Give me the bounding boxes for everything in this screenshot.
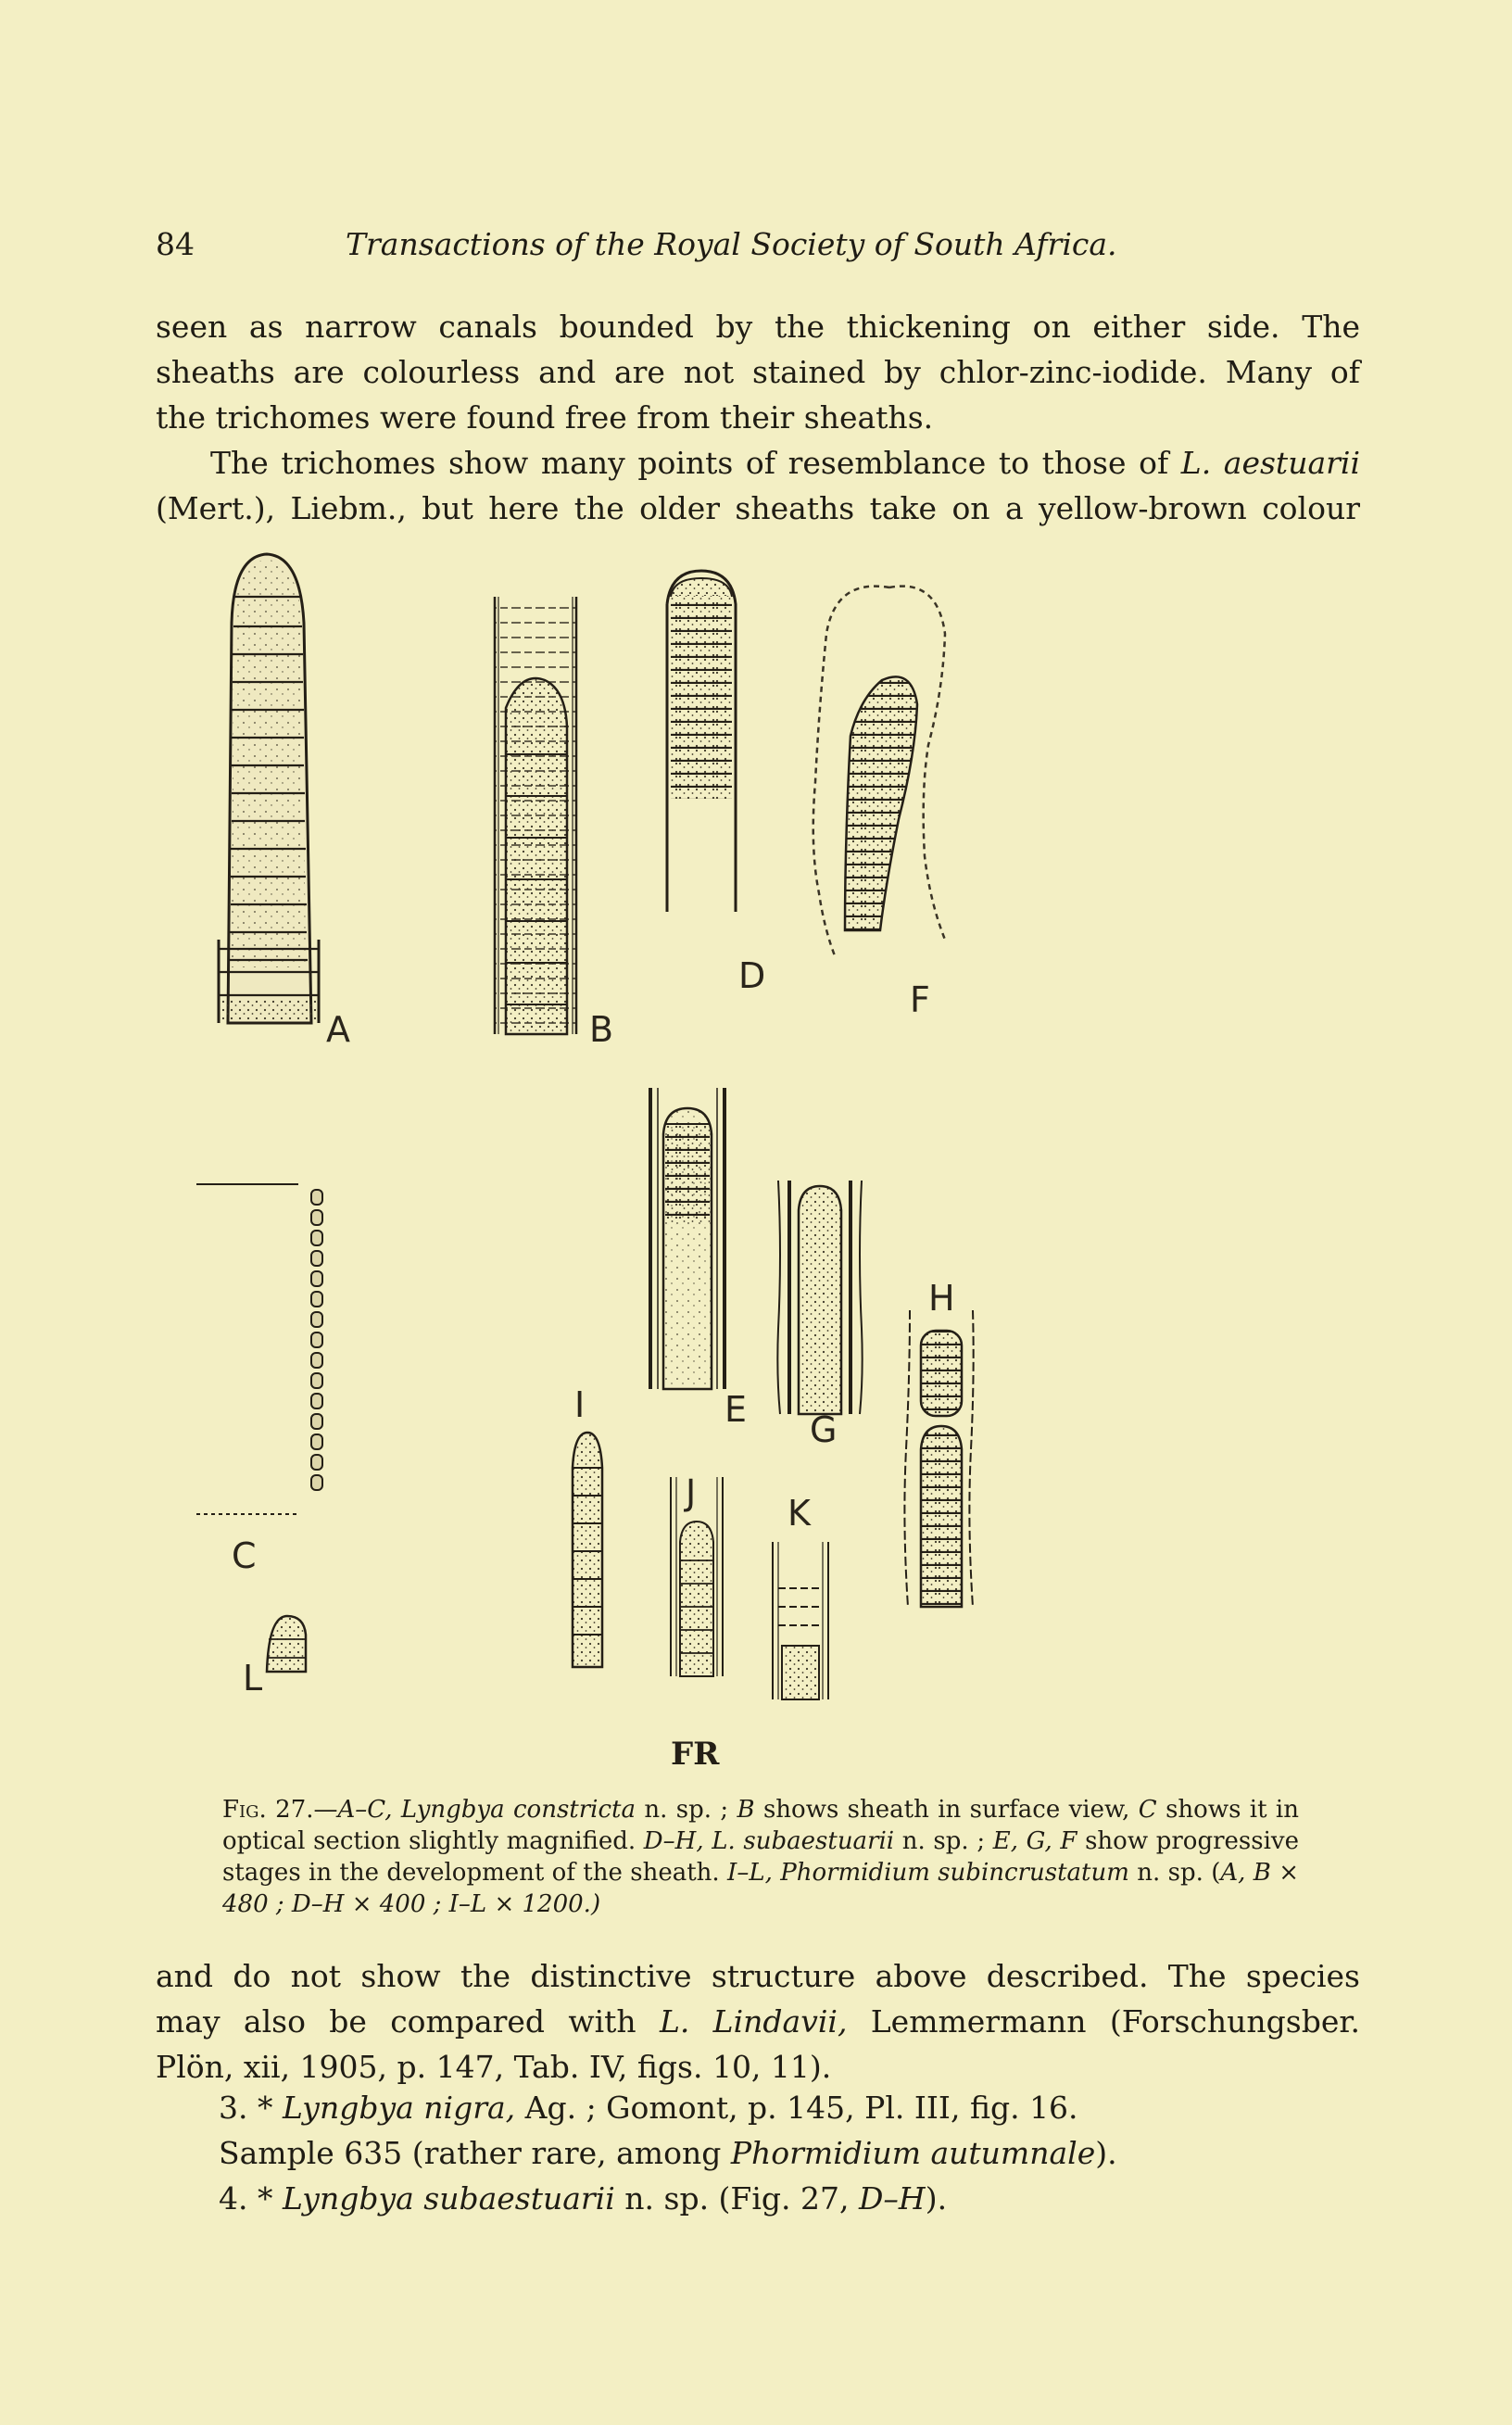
drawing-e bbox=[650, 1088, 747, 1430]
fig-label-g: G bbox=[810, 1409, 838, 1450]
entry-number: 3. * bbox=[219, 2090, 283, 2126]
text-line bbox=[156, 1999, 1360, 2044]
caption-range-3: I–L, Phormidium subincrustatum bbox=[727, 1859, 1129, 1887]
text-line: seen as narrow canals bounded by the thickening on either side. The bbox=[156, 309, 1360, 345]
species-name: Phormidium autumnale bbox=[730, 2135, 1096, 2171]
drawing-g bbox=[777, 1181, 862, 1450]
entry-text: n. sp. (Fig. 27, bbox=[614, 2180, 859, 2217]
drawing-h bbox=[904, 1278, 973, 1607]
drawing-i bbox=[573, 1384, 602, 1667]
body-text-top bbox=[156, 304, 1360, 531]
entry-text: ). bbox=[1095, 2135, 1117, 2171]
page-number: 84 bbox=[156, 226, 195, 262]
body-text-bottom bbox=[156, 1953, 1360, 2090]
drawing-b bbox=[495, 597, 613, 1050]
sample-note bbox=[219, 2135, 1117, 2171]
journal-title: Transactions of the Royal Society of South Africa. bbox=[346, 226, 1117, 262]
species-entry-4 bbox=[219, 2180, 947, 2217]
figure-drawing bbox=[196, 541, 1327, 1783]
drawing-f bbox=[813, 587, 945, 1020]
caption-text: shows it in optical section slightly magnified. bbox=[222, 1796, 1299, 1855]
caption-text: n. sp. ( bbox=[1128, 1859, 1221, 1887]
fig-label-c: C bbox=[232, 1535, 257, 1576]
species-name: L. Lindavii, bbox=[659, 2003, 848, 2040]
caption-magnification: A, B × 480 ; D–H × 400 ; I–L × 1200.) bbox=[222, 1859, 1300, 1918]
entry-text: Sample 635 (rather rare, among bbox=[219, 2135, 731, 2171]
fig-label-h: H bbox=[928, 1278, 955, 1319]
fig-label-a: A bbox=[326, 1009, 350, 1050]
caption-text: shows sheath in surface view, bbox=[754, 1796, 1139, 1824]
drawing-a bbox=[219, 554, 350, 1050]
fig-label-i: I bbox=[574, 1384, 586, 1425]
caption-range-1: A–C, Lyngbya constricta bbox=[337, 1796, 636, 1824]
text-line: the trichomes were found free from their sheaths. bbox=[156, 399, 934, 436]
text-line: sheaths are colourless and are not stained by chlor-zinc-iodide. Many of bbox=[156, 354, 1360, 390]
drawing-d bbox=[667, 571, 765, 996]
caption-label: Fig. 27. bbox=[222, 1796, 314, 1824]
fig-label-e: E bbox=[724, 1389, 748, 1430]
entry-text: Ag. ; Gomont, p. 145, Pl. III, fig. 16. bbox=[515, 2090, 1078, 2126]
drawing-j bbox=[671, 1472, 723, 1676]
caption-c: C bbox=[1138, 1796, 1157, 1824]
caption-text: show progressive stages in the development of the sheath. bbox=[222, 1827, 1299, 1887]
text-line: (Mert.), Liebm., but here the older sheaths take on a yellow-brown colour bbox=[156, 490, 1360, 526]
caption-text: n. sp. ; bbox=[635, 1796, 737, 1824]
figure-caption bbox=[222, 1794, 1299, 1920]
species-name: Lyngbya nigra, bbox=[282, 2090, 516, 2126]
text-line bbox=[156, 440, 1360, 486]
drawing-l bbox=[243, 1616, 306, 1699]
text-line: Plön, xii, 1905, p. 147, Tab. IV, figs. 10, 11). bbox=[156, 2049, 832, 2085]
caption-dash: — bbox=[313, 1796, 338, 1824]
text-run: The trichomes show many points of resemblance to those of bbox=[210, 445, 1181, 481]
fig-label-d: D bbox=[738, 955, 766, 996]
text-run: Lemmermann (Forschungsber. bbox=[847, 2003, 1360, 2040]
species-name: L. aestuarii bbox=[1180, 445, 1361, 481]
entry-number: 4. * bbox=[219, 2180, 283, 2217]
running-head bbox=[156, 226, 1360, 263]
fig-label-l: L bbox=[243, 1658, 263, 1699]
caption-range-2: D–H, L. subaestuarii bbox=[643, 1827, 895, 1855]
fig-label-j: J bbox=[686, 1472, 697, 1513]
text-run: may also be compared with bbox=[156, 2003, 660, 2040]
artist-monogram: FR bbox=[671, 1736, 720, 1773]
entry-text: ). bbox=[925, 2180, 948, 2217]
figure-27 bbox=[196, 541, 1327, 1783]
fig-label-f: F bbox=[910, 979, 930, 1020]
fig-label-k: K bbox=[788, 1493, 811, 1534]
drawing-k bbox=[773, 1493, 828, 1699]
caption-b: B bbox=[737, 1796, 755, 1824]
fig-label-b: B bbox=[589, 1009, 614, 1050]
figure-reference: D–H bbox=[858, 2180, 926, 2217]
text-line: and do not show the distinctive structure above described. The species bbox=[156, 1958, 1360, 1994]
caption-efg: E, G, F bbox=[992, 1827, 1077, 1855]
caption-text: n. sp. ; bbox=[894, 1827, 993, 1855]
drawing-c bbox=[196, 1184, 322, 1576]
species-name: Lyngbya subaestuarii bbox=[282, 2180, 615, 2217]
species-entry-3 bbox=[219, 2090, 1078, 2126]
